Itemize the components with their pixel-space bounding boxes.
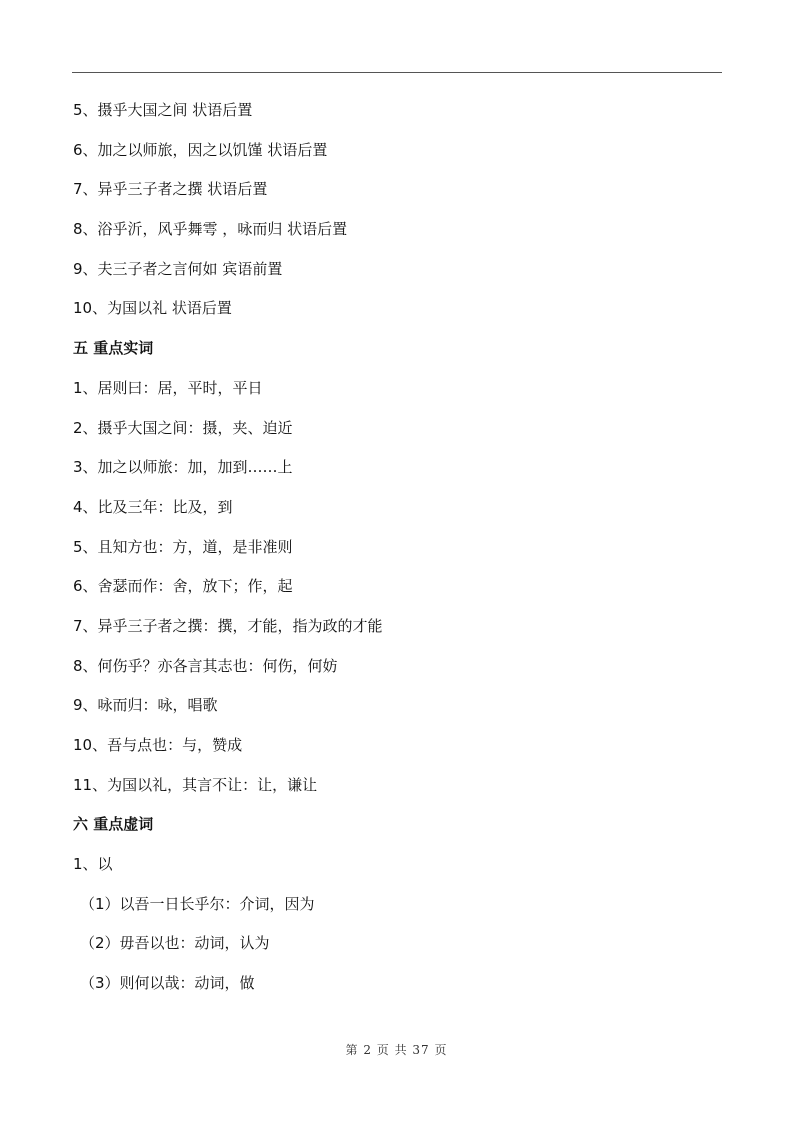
text-line: 7、异乎三子者之撰 状语后置 (73, 180, 268, 199)
text-line: 1、居则曰：居，平时，平日 (73, 378, 263, 397)
text-line: 10、吾与点也：与，赞成 (73, 736, 243, 754)
text-line: 5、且知方也：方，道，是非准则 (73, 537, 293, 556)
text-line: 8、浴乎沂，风乎舞雩 ，咏而归 状语后置 (73, 220, 348, 239)
text-line: 3、加之以师旅：加，加到……上 (73, 458, 293, 477)
text-line: 9、夫三子者之言何如 宾语前置 (73, 259, 283, 278)
sub-item-line: （3）则何以哉：动词，做 (80, 974, 255, 993)
text-line: 7、异乎三子者之撰：撰，才能，指为政的才能 (73, 616, 383, 635)
text-line: 11、为国以礼，其言不让：让，谦让 (73, 775, 318, 794)
text-line: 6、加之以师旅，因之以饥馑 状语后置 (73, 140, 328, 159)
sub-item-line: （2）毋吾以也：动词，认为 (80, 934, 270, 953)
header-rule (72, 72, 722, 73)
text-line: 1、以 (73, 855, 113, 874)
text-line: 5、摄乎大国之间 状语后置 (73, 101, 253, 119)
text-line: 2、摄乎大国之间：摄，夹、迫近 (73, 418, 293, 437)
text-line: 6、舍瑟而作：舍，放下；作，起 (73, 577, 293, 596)
section-heading: 六 重点虚词 (73, 815, 154, 834)
text-line: 4、比及三年：比及，到 (73, 497, 233, 516)
sub-item-line: （1）以吾一日长乎尔：介词，因为 (80, 894, 315, 913)
section-heading: 五 重点实词 (73, 339, 154, 358)
text-line: 9、咏而归：咏，唱歌 (73, 696, 218, 715)
text-line: 8、何伤乎？亦各言其志也：何伤，何妨 (73, 656, 338, 675)
document-body (73, 97, 723, 1010)
text-line: 10、为国以礼 状语后置 (73, 299, 232, 318)
page-footer: 第 2 页 共 37 页 (345, 1043, 448, 1057)
